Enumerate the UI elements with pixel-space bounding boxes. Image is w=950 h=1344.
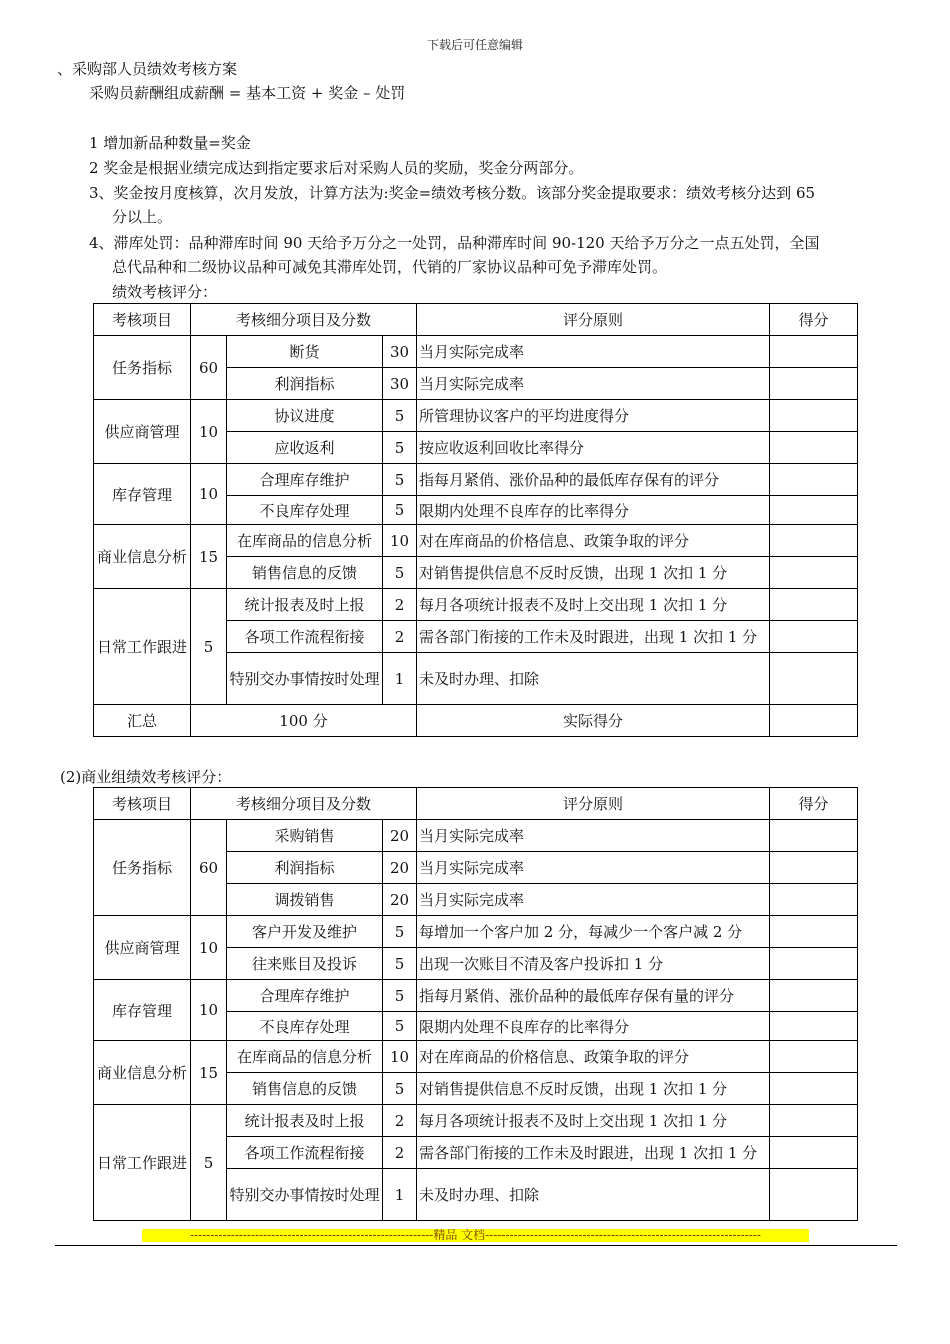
rule-item-1: 1 增加新品种数量=奖金	[89, 134, 251, 152]
score-cell	[770, 948, 858, 980]
category-score: 10	[191, 400, 227, 464]
page-header: 下载后可任意编辑	[426, 38, 523, 52]
category-name: 库存管理	[94, 980, 191, 1041]
subitem-name: 应收返利	[227, 432, 383, 464]
scoring-criteria: 限期内处理不良库存的比率得分	[417, 496, 770, 525]
table-row	[94, 464, 858, 496]
header-score: 得分	[770, 788, 858, 820]
subitem-points: 10	[383, 1041, 417, 1073]
score-cell	[770, 621, 858, 653]
score-cell	[770, 1137, 858, 1169]
subitem-points: 5	[383, 1012, 417, 1041]
score-cell	[770, 820, 858, 852]
subitem-points: 2	[383, 621, 417, 653]
category-name: 供应商管理	[94, 400, 191, 464]
subitem-name: 往来账目及投诉	[227, 948, 383, 980]
score-cell	[770, 368, 858, 400]
rule-item-3: 3、奖金按月度核算，次月发放，计算方法为:奖金=绩效考核分数。该部分奖金提取要求：绩效考核分达到 65	[89, 184, 816, 202]
score-cell	[770, 432, 858, 464]
subitem-name: 销售信息的反馈	[227, 557, 383, 589]
scoring-criteria: 未及时办理、扣除	[417, 1169, 770, 1221]
scoring-criteria: 当月实际完成率	[417, 852, 770, 884]
score-cell	[770, 589, 858, 621]
category-score: 15	[191, 1041, 227, 1105]
subitem-points: 5	[383, 916, 417, 948]
subitem-points: 2	[383, 1105, 417, 1137]
header-score: 得分	[770, 304, 858, 336]
scoring-criteria: 当月实际完成率	[417, 368, 770, 400]
score-cell	[770, 464, 858, 496]
scoring-criteria: 当月实际完成率	[417, 884, 770, 916]
subitem-name: 统计报表及时上报	[227, 1105, 383, 1137]
summary-total: 100 分	[191, 705, 417, 737]
category-name: 日常工作跟进	[94, 1105, 191, 1221]
scoring-criteria: 限期内处理不良库存的比率得分	[417, 1012, 770, 1041]
category-score: 60	[191, 336, 227, 400]
table-header-row	[94, 304, 858, 336]
scoring-criteria: 所管理协议客户的平均进度得分	[417, 400, 770, 432]
score-cell	[770, 1073, 858, 1105]
subitem-name: 不良库存处理	[227, 496, 383, 525]
scoring-criteria: 对在库商品的价格信息、政策争取的评分	[417, 1041, 770, 1073]
category-name: 供应商管理	[94, 916, 191, 980]
score-cell	[770, 336, 858, 368]
subitem-points: 5	[383, 464, 417, 496]
performance-table-1	[93, 303, 858, 737]
subitem-points: 5	[383, 1073, 417, 1105]
category-score: 5	[191, 1105, 227, 1221]
score-cell	[770, 852, 858, 884]
subitem-points: 5	[383, 948, 417, 980]
subitem-name: 客户开发及维护	[227, 916, 383, 948]
score-cell	[770, 400, 858, 432]
scoring-criteria: 指每月紧俏、涨价品种的最低库存保有的评分	[417, 464, 770, 496]
scoring-criteria: 对在库商品的价格信息、政策争取的评分	[417, 525, 770, 557]
category-name: 商业信息分析	[94, 525, 191, 589]
category-score: 10	[191, 980, 227, 1041]
subitem-points: 2	[383, 589, 417, 621]
subitem-name: 在库商品的信息分析	[227, 525, 383, 557]
score-cell	[770, 884, 858, 916]
score-cell	[770, 496, 858, 525]
score-cell	[770, 1169, 858, 1221]
summary-score-cell	[770, 705, 858, 737]
scoring-criteria: 每月各项统计报表不及时上交出现 1 次扣 1 分	[417, 1105, 770, 1137]
scoring-criteria: 每月各项统计报表不及时上交出现 1 次扣 1 分	[417, 589, 770, 621]
category-name: 任务指标	[94, 820, 191, 916]
scoring-criteria: 当月实际完成率	[417, 336, 770, 368]
table2-title: (2)商业组绩效考核评分：	[60, 768, 232, 786]
scoring-criteria: 出现一次账目不清及客户投诉扣 1 分	[417, 948, 770, 980]
category-score: 10	[191, 916, 227, 980]
header-subitems: 考核细分项目及分数	[191, 788, 417, 820]
table-row	[94, 980, 858, 1012]
score-cell	[770, 1041, 858, 1073]
subitem-name: 各项工作流程衔接	[227, 1137, 383, 1169]
category-score: 60	[191, 820, 227, 916]
subitem-name: 合理库存维护	[227, 980, 383, 1012]
score-cell	[770, 980, 858, 1012]
scoring-criteria: 当月实际完成率	[417, 820, 770, 852]
score-cell	[770, 557, 858, 589]
summary-label: 汇总	[94, 705, 191, 737]
scoring-criteria: 对销售提供信息不反时反馈，出现 1 次扣 1 分	[417, 557, 770, 589]
summary-row	[94, 705, 858, 737]
subitem-name: 特别交办事情按时处理	[227, 653, 383, 705]
subitem-name: 调拨销售	[227, 884, 383, 916]
subitem-points: 5	[383, 432, 417, 464]
rule-item-4-cont: 总代品种和二级协议品种可减免其滞库处罚，代销的厂家协议品种可免予滞库处罚。	[112, 258, 668, 276]
category-name: 任务指标	[94, 336, 191, 400]
table-row	[94, 1105, 858, 1137]
rule-item-2: 2 奖金是根据业绩完成达到指定要求后对采购人员的奖励，奖金分两部分。	[89, 159, 584, 177]
subitem-name: 销售信息的反馈	[227, 1073, 383, 1105]
header-category: 考核项目	[94, 304, 191, 336]
subitem-points: 20	[383, 820, 417, 852]
table-row	[94, 1041, 858, 1073]
score-cell	[770, 653, 858, 705]
category-score: 15	[191, 525, 227, 589]
scoring-criteria: 每增加一个客户加 2 分，每减少一个客户减 2 分	[417, 916, 770, 948]
table-row	[94, 916, 858, 948]
subitem-points: 30	[383, 336, 417, 368]
subitem-name: 利润指标	[227, 852, 383, 884]
score-cell	[770, 525, 858, 557]
table-row	[94, 336, 858, 368]
summary-actual: 实际得分	[417, 705, 770, 737]
scoring-criteria: 未及时办理、扣除	[417, 653, 770, 705]
header-subitems: 考核细分项目及分数	[191, 304, 417, 336]
subitem-name: 协议进度	[227, 400, 383, 432]
table-row	[94, 589, 858, 621]
subitem-points: 1	[383, 653, 417, 705]
scoring-criteria: 需各部门衔接的工作未及时跟进，出现 1 次扣 1 分	[417, 621, 770, 653]
subitem-name: 采购销售	[227, 820, 383, 852]
subitem-name: 合理库存维护	[227, 464, 383, 496]
header-criteria: 评分原则	[417, 788, 770, 820]
subitem-name: 不良库存处理	[227, 1012, 383, 1041]
rule-item-3-cont: 分以上。	[112, 208, 173, 226]
subitem-points: 2	[383, 1137, 417, 1169]
subitem-points: 5	[383, 400, 417, 432]
subitem-name: 特别交办事情按时处理	[227, 1169, 383, 1221]
scoring-criteria: 需各部门衔接的工作未及时跟进，出现 1 次扣 1 分	[417, 1137, 770, 1169]
category-name: 库存管理	[94, 464, 191, 525]
footer-banner: ------------------------------------------------------------精品 文档--------------------------------------------------------------------	[142, 1229, 809, 1242]
table-row	[94, 820, 858, 852]
scoring-criteria: 对销售提供信息不反时反馈，出现 1 次扣 1 分	[417, 1073, 770, 1105]
table1-title: 绩效考核评分：	[112, 283, 218, 301]
table-row	[94, 525, 858, 557]
subitem-points: 5	[383, 496, 417, 525]
performance-table-2	[93, 787, 858, 1221]
subitem-name: 统计报表及时上报	[227, 589, 383, 621]
subitem-points: 30	[383, 368, 417, 400]
salary-formula: 采购员薪酬组成薪酬 = 基本工资 + 奖金 – 处罚	[89, 84, 406, 102]
category-name: 商业信息分析	[94, 1041, 191, 1105]
subitem-name: 在库商品的信息分析	[227, 1041, 383, 1073]
category-score: 5	[191, 589, 227, 705]
rule-item-4: 4、滞库处罚：品种滞库时间 90 天给予万分之一处罚，品种滞库时间 90-120 天给予万分之一点五处罚，全国	[89, 234, 820, 252]
subitem-name: 断货	[227, 336, 383, 368]
score-cell	[770, 1105, 858, 1137]
header-criteria: 评分原则	[417, 304, 770, 336]
subitem-points: 10	[383, 525, 417, 557]
header-category: 考核项目	[94, 788, 191, 820]
subitem-points: 1	[383, 1169, 417, 1221]
scoring-criteria: 按应收返利回收比率得分	[417, 432, 770, 464]
subitem-name: 各项工作流程衔接	[227, 621, 383, 653]
subitem-points: 20	[383, 852, 417, 884]
doc-title: 、采购部人员绩效考核方案	[57, 60, 238, 78]
subitem-points: 5	[383, 557, 417, 589]
subitem-points: 5	[383, 980, 417, 1012]
subitem-name: 利润指标	[227, 368, 383, 400]
table-header-row	[94, 788, 858, 820]
subitem-points: 20	[383, 884, 417, 916]
category-score: 10	[191, 464, 227, 525]
scoring-criteria: 指每月紧俏、涨价品种的最低库存保有量的评分	[417, 980, 770, 1012]
category-name: 日常工作跟进	[94, 589, 191, 705]
table-row	[94, 400, 858, 432]
score-cell	[770, 1012, 858, 1041]
footer-divider	[55, 1245, 897, 1246]
score-cell	[770, 916, 858, 948]
